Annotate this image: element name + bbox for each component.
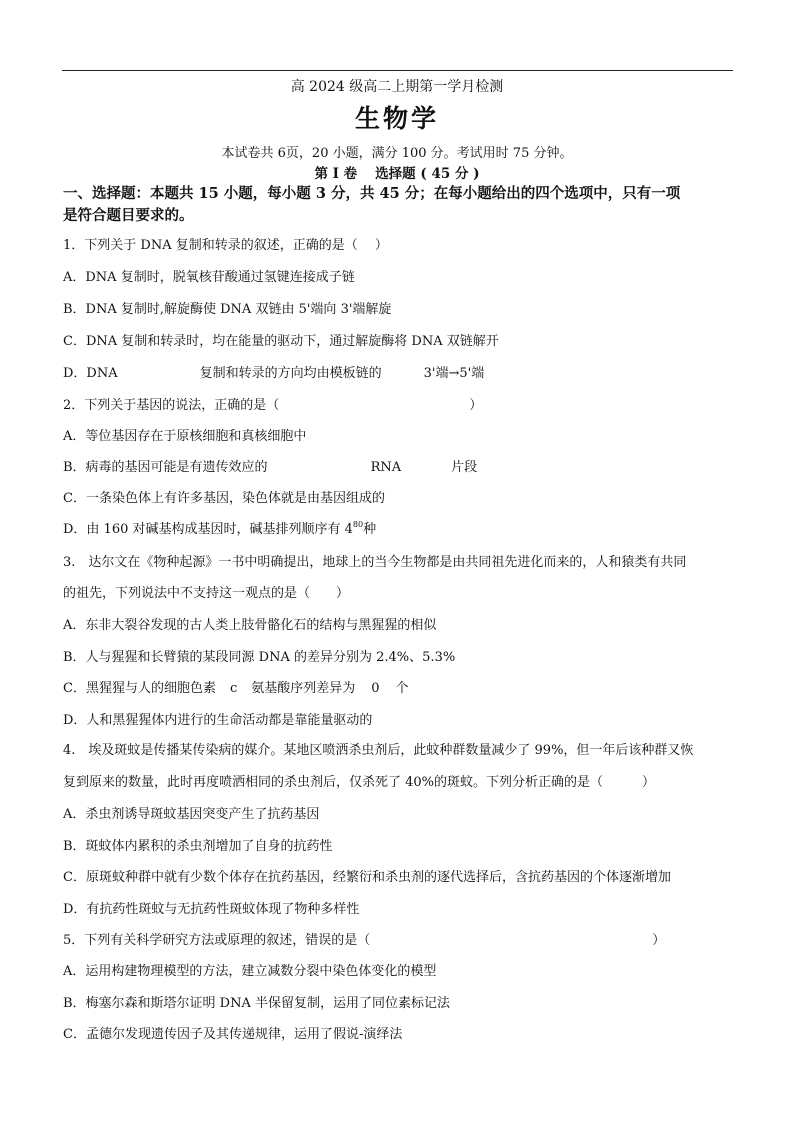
- q3-option-a: A．东非大裂谷发现的古人类上肢骨骼化石的结构与黑猩猩的相似: [63, 618, 437, 633]
- q1-stem: 1．下列关于 DNA 复制和转录的叙述，正确的是（ ）: [63, 238, 388, 253]
- exam-info: 本试卷共 6页，20 小题，满分 100 分。考试用时 75 分钟。: [221, 146, 573, 161]
- part-heading: [0, 162, 794, 182]
- part-label: 第 I 卷: [314, 166, 358, 182]
- q3-c-part4: 0: [371, 681, 380, 696]
- q2-option-b: [63, 459, 477, 477]
- q2-option-a: A．等位基因存在于原核细胞和真核细胞中: [63, 429, 307, 444]
- q1-option-c: C．DNA 复制和转录时，均在能量的驱动下，通过解旋酶将 DNA 双链解开: [63, 334, 499, 349]
- q2-d-pre: D．由 160 对碱基构成基因时，碱基排列顺序有 4: [63, 522, 353, 537]
- q4-option-c: C．原斑蚊种群中就有少数个体存在抗药基因，经繁衍和杀虫剂的逐代选择后，含抗药基因的个体逐渐增加: [63, 870, 671, 885]
- q2-b-part2: RNA: [370, 460, 402, 475]
- q1-d-part2: 复制和转录的方向均由模板链的: [199, 366, 382, 381]
- q4-option-a: A．杀虫剂诱导斑蚊基因突变产生了抗药基因: [63, 807, 320, 822]
- q1-option-d: [63, 365, 484, 383]
- q2-option-d: [63, 521, 376, 539]
- q2-stem-close: ）: [469, 398, 483, 413]
- q3-c-part1: C．黑猩猩与人的细胞色素: [63, 681, 216, 696]
- q3-option-c: [63, 680, 409, 698]
- q3-stem-line1: 3. 达尔文在《物种起源》一书中明确提出，地球上的当今生物都是由共同祖先进化而来的，人和猿类有共同: [63, 555, 687, 570]
- page-title: 生物学: [354, 104, 439, 133]
- q4-stem-line1: 4. 埃及斑蚊是传播某传染病的媒介。某地区喷洒杀虫剂后，此蚊种群数量减少了 99%，但一年后该种群又恢: [63, 743, 694, 758]
- header-rule: [62, 70, 733, 71]
- q3-c-part5: 个: [395, 681, 409, 696]
- q4-option-d: D．有抗药性斑蚊与无抗药性斑蚊体现了物种多样性: [63, 902, 360, 917]
- q2-stem: [63, 397, 482, 415]
- exam-subtitle: 高 2024 级高二上期第一学月检测: [290, 79, 504, 95]
- q2-b-part1: B．病毒的基因可能是有遗传效应的: [63, 460, 268, 475]
- section-instruction-line1: 一、选择题：本题共 15 小题，每小题 3 分，共 45 分；在每小题给出的四个选项中，只有一项: [63, 185, 681, 202]
- q2-d-exponent: 80: [352, 520, 364, 529]
- q2-d-post: 种: [363, 522, 377, 537]
- q3-option-b: B．人与猩猩和长臂猿的某段同源 DNA 的差异分别为 2.4%、5.3%: [63, 650, 456, 665]
- q2-stem-text: 2．下列关于基因的说法，正确的是（: [63, 398, 280, 413]
- q3-option-d: D．人和黑猩猩体内进行的生命活动都是靠能量驱动的: [63, 713, 373, 728]
- q4-stem-line2: 复到原来的数量，此时再度喷洒相同的杀虫剂后，仅杀死了 40%的斑蚊。下列分析正确的是（ ）: [63, 775, 656, 790]
- q4-option-b: B．斑蚊体内累积的杀虫剂增加了自身的抗药性: [63, 839, 333, 854]
- q1-d-part3: 3'端→5'端: [423, 366, 485, 381]
- q3-c-part2: c: [229, 681, 238, 696]
- q3-c-part3: 氨基酸序列差异为: [251, 681, 356, 696]
- q3-stem-line2: 的祖先，下列说法中不支持这一观点的是（ ）: [63, 586, 350, 601]
- q5-option-c: C．孟德尔发现遗传因子及其传递规律，运用了假说-演绎法: [63, 1027, 403, 1042]
- q5-stem-close: ）: [652, 933, 666, 948]
- q2-option-c: C．一条染色体上有许多基因，染色体就是由基因组成的: [63, 491, 385, 506]
- q5-option-a: A．运用构建物理模型的方法，建立减数分裂中染色体变化的模型: [63, 964, 437, 979]
- q1-option-b: B．DNA 复制时,解旋酶使 DNA 双链由 5'端向 3'端解旋: [63, 302, 392, 317]
- section-instruction-line2: 是符合题目要求的。: [63, 207, 194, 224]
- q1-option-a: A．DNA 复制时，脱氧核苷酸通过氢键连接成子链: [63, 270, 355, 285]
- q1-d-part1: D．DNA: [63, 366, 118, 381]
- q5-option-b: B．梅塞尔森和斯塔尔证明 DNA 半保留复制，运用了同位素标记法: [63, 996, 451, 1011]
- q5-stem-text: 5．下列有关科学研究方法或原理的叙述，错误的是（: [63, 933, 371, 948]
- part-title: 选择题 ( 45 分 ): [375, 166, 480, 182]
- q2-b-part3: 片段: [451, 460, 478, 475]
- q5-stem: [63, 932, 665, 950]
